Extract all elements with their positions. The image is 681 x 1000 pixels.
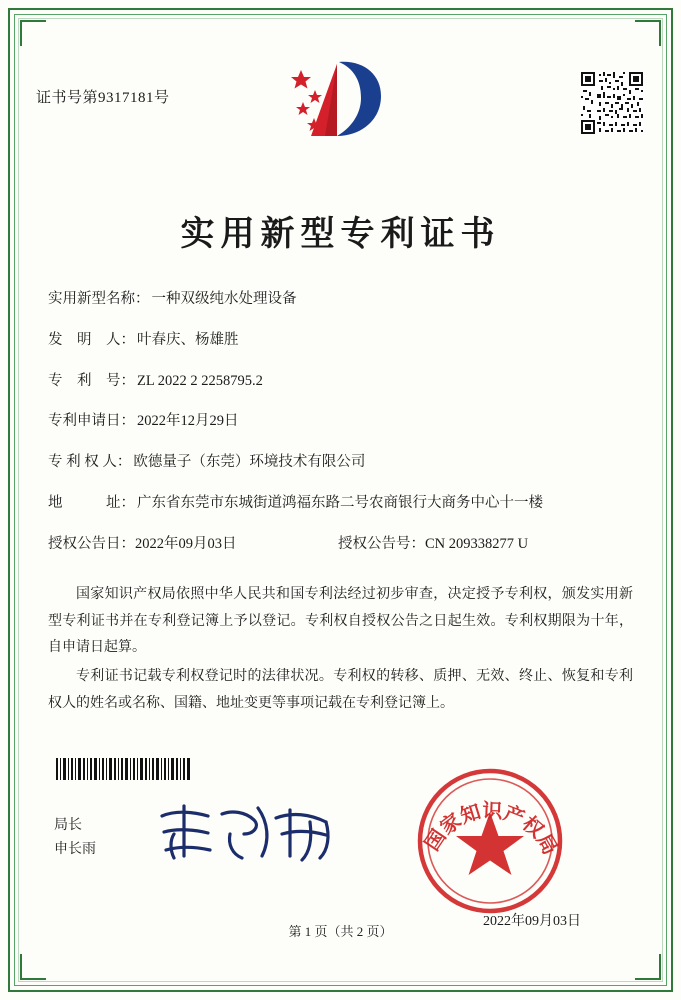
grant-date-pair [48,534,338,556]
qr-code-icon [581,72,643,134]
field-label: 授权公告号： [338,535,425,552]
page-title: 实用新型专利证书 [180,214,501,254]
seal-date: 2022年09月03日 [483,914,581,929]
certificate-fields [30,289,651,555]
legal-paragraph-2: 专利证书记载专利权登记时的法律状况。专利权的转移、质押、无效、终止、恢复和专利权人的姓名或名称、国籍、地址变更等事项记载在专利登记簿上。 [48,669,633,711]
page-indicator: 第 1 页（共 2 页） [288,924,393,939]
director-block [54,814,96,862]
field-label: 发 明 人： [48,331,135,348]
field-row-patentee [48,452,633,474]
legal-paragraph-1: 国家知识产权局依照中华人民共和国专利法经过初步审查，决定授予专利权，颁发实用新型专利证书并在专利登记簿上予以登记。专利权自授权公告之日起生效。专利权期限为十年，自申请日起算。 [48,587,633,656]
director-name: 申长雨 [54,841,96,857]
cnipa-logo-icon [281,56,401,148]
certificate-footer [30,758,651,938]
field-label: 实用新型名称： [48,291,150,307]
legal-body-text [30,574,651,717]
barcode-icon [54,758,192,780]
handwritten-signature-icon [150,800,340,866]
field-label: 授权公告日： [48,535,135,552]
field-value: 2022年09月03日 [135,535,237,552]
national-ip-administration-seal [415,766,565,916]
certificate-number: 证书号第9317181号 [36,90,170,106]
field-label: 专 利 权 人： [48,454,132,470]
field-value: 广东省东莞市东城街道鸿福东路二号农商银行大商务中心十一楼 [137,494,543,511]
field-row-application-date [48,411,633,433]
field-value: 2022年12月29日 [137,413,239,430]
certificate-header [30,28,651,148]
certificate-content [30,28,651,972]
field-value: CN 209338277 U [425,535,529,552]
field-label: 地 址： [48,494,135,511]
grant-number-pair [338,534,528,556]
director-label: 局长 [54,818,82,833]
field-value: 一种双级纯水处理设备 [151,291,297,307]
field-row-invention-name [48,289,633,311]
field-label: 专利申请日： [48,413,135,430]
field-value: 叶春庆、杨雄胜 [137,331,239,348]
field-row-grant-announcement [48,534,633,556]
field-row-address [48,493,633,515]
field-label: 专 利 号： [48,372,135,389]
field-value: 欧德量子（东莞）环境技术有限公司 [133,454,366,470]
field-row-patent-number [48,371,633,393]
field-value: ZL 2022 2 2258795.2 [137,372,263,389]
svg-text:国家知识产权局: 国家知识产权局 [419,798,563,859]
field-row-inventors [48,330,633,352]
